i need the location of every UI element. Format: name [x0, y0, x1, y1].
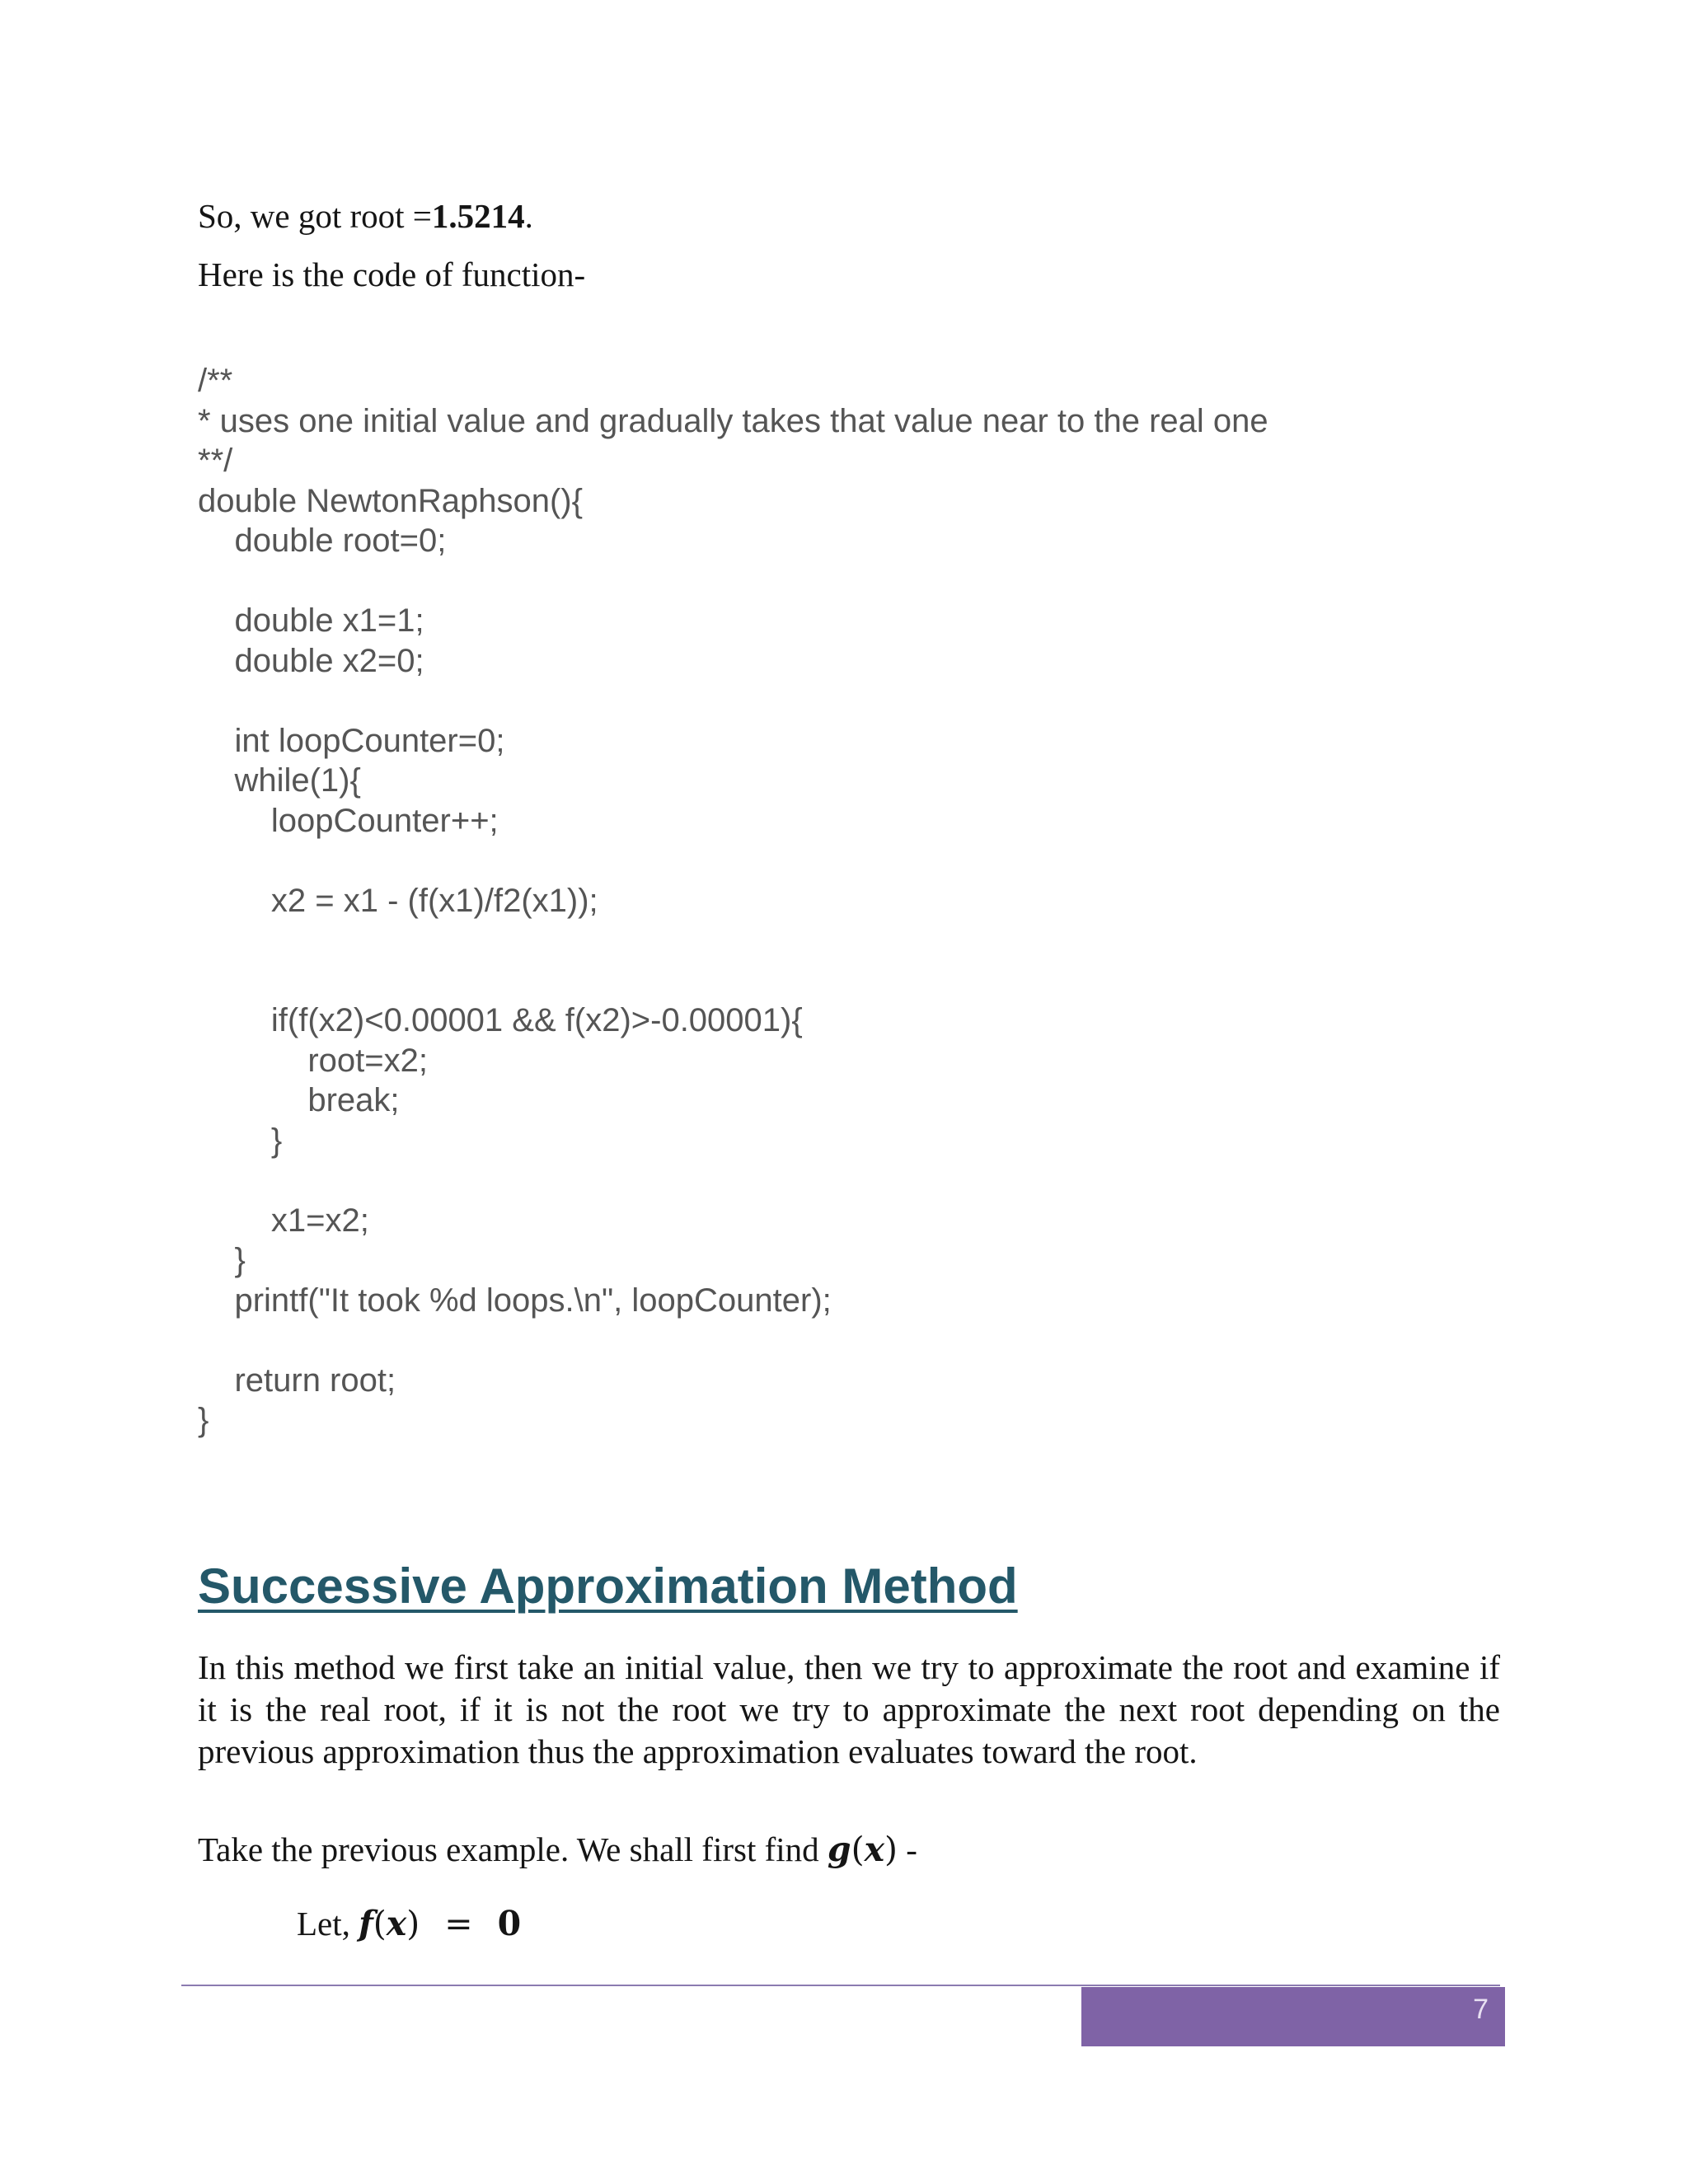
math-paren-close: ) [884, 1830, 898, 1869]
code-line [198, 1160, 1268, 1201]
code-line: x1=x2; [198, 1202, 369, 1239]
code-line: root=x2; [198, 1042, 429, 1079]
page-number: 7 [1473, 1994, 1489, 2025]
example-suffix: - [898, 1830, 917, 1868]
code-line: printf("It took %d loops.\n", loopCounter); [198, 1282, 832, 1319]
math-x: x [864, 1830, 885, 1869]
code-line: double root=0; [198, 523, 447, 559]
code-line: } [198, 1122, 283, 1159]
code-line [198, 921, 1268, 961]
code-line: } [198, 1402, 209, 1438]
root-result-value: 1.5214 [431, 197, 525, 235]
root-result-line [198, 196, 533, 236]
code-line [198, 561, 1268, 602]
math-paren-open: ( [851, 1830, 865, 1869]
code-block [198, 361, 1268, 1441]
example-line [198, 1830, 917, 1869]
let-equation-line [297, 1904, 521, 1943]
code-line: break; [198, 1082, 400, 1118]
code-line [198, 1320, 1268, 1361]
section-paragraph: In this method we first take an initial value, then we try to approximate the root and examine if it is the real root, if it is not the root we try to approximate the next root depending on the previous approximation thus the approximation evaluates toward the root. [198, 1648, 1500, 1770]
code-line: double NewtonRaphson(){ [198, 482, 583, 519]
code-line: double x2=0; [198, 642, 424, 679]
footer-rule [181, 1985, 1500, 1986]
example-prefix: Take the previous example. We shall first find [198, 1830, 828, 1868]
math-paren-close-2: ) [406, 1904, 420, 1943]
root-result-prefix: So, we got root = [198, 197, 432, 235]
code-line: while(1){ [198, 762, 361, 799]
root-result-suffix: . [524, 197, 533, 235]
code-line: } [198, 1242, 246, 1278]
section-heading: Successive Approximation Method [198, 1558, 1018, 1614]
code-line [198, 841, 1268, 881]
math-equals: = [444, 1904, 473, 1943]
math-x-2: x [386, 1904, 407, 1943]
code-line: int loopCounter=0; [198, 722, 505, 759]
code-line: if(f(x2)<0.00001 && f(x2)>-0.00001){ [198, 1002, 803, 1038]
code-line: loopCounter++; [198, 802, 499, 839]
code-line: double x1=1; [198, 602, 424, 639]
footer-bar [1081, 1987, 1505, 2046]
math-paren-open-2: ( [373, 1904, 387, 1943]
math-zero: 0 [497, 1904, 522, 1943]
code-line: **/ [198, 443, 233, 479]
code-line: * uses one initial value and gradually takes that value near to the real one [198, 402, 1268, 439]
code-line: /** [198, 363, 233, 399]
code-line: return root; [198, 1361, 396, 1399]
code-line [198, 681, 1268, 721]
code-line [198, 961, 1268, 1001]
code-intro-line: Here is the code of function- [198, 255, 586, 293]
let-prefix: Let, [297, 1905, 359, 1943]
math-g: g [827, 1830, 851, 1869]
math-f: f [359, 1904, 373, 1943]
code-line: x2 = x1 - (f(x1)/f2(x1)); [198, 882, 598, 919]
